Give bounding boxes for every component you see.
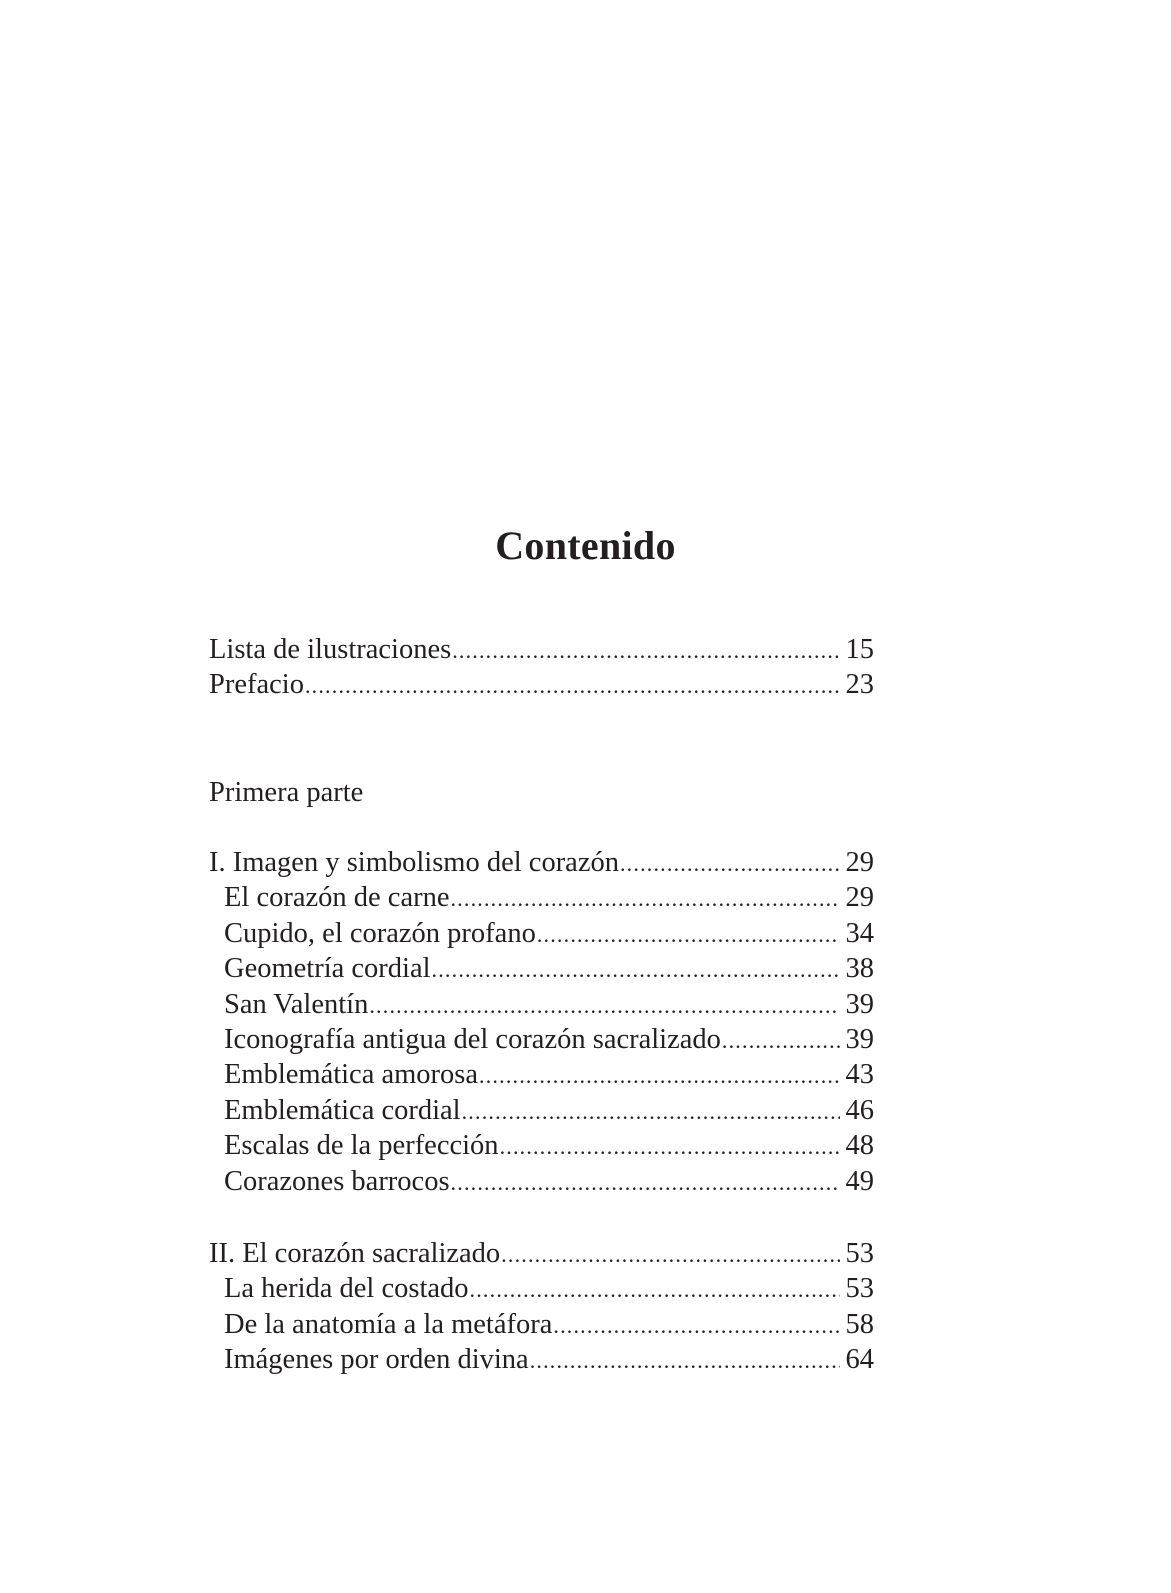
toc-section-entry[interactable] — [209, 1057, 874, 1092]
toc-entry-page: 53 — [845, 1273, 874, 1305]
toc-entry-page: 64 — [845, 1344, 874, 1376]
toc-section-entry[interactable] — [209, 916, 874, 951]
toc-entry-page: 39 — [845, 988, 874, 1020]
toc-entry-page: 34 — [845, 917, 874, 949]
toc-entry[interactable] — [209, 667, 874, 702]
toc-chapter-entry[interactable] — [209, 1236, 874, 1271]
dot-leader — [305, 668, 840, 703]
toc-section-entry[interactable] — [209, 1271, 874, 1306]
toc-section-entry[interactable] — [209, 880, 874, 915]
toc-entry-label: Prefacio — [209, 669, 304, 701]
dot-leader — [462, 1094, 840, 1129]
toc-entry-page: 53 — [845, 1238, 874, 1269]
toc-chapter-1 — [209, 845, 874, 1199]
part-heading: Primera parte — [209, 777, 364, 808]
toc-entry-page: 58 — [845, 1308, 874, 1340]
toc-chapter-2 — [209, 1236, 874, 1378]
toc-entry-label: Imágenes por orden divina — [224, 1344, 529, 1376]
toc-chapter-entry[interactable] — [209, 845, 874, 880]
toc-section-entry[interactable] — [209, 1128, 874, 1163]
toc-entry-page: 38 — [845, 953, 874, 985]
toc-section-entry[interactable] — [209, 1342, 874, 1377]
dot-leader — [530, 1343, 840, 1378]
toc-entry-page: 49 — [845, 1165, 874, 1197]
toc-entry-label: Lista de ilustraciones — [209, 634, 452, 665]
toc-section-entry[interactable] — [209, 987, 874, 1022]
dot-leader — [620, 846, 840, 881]
toc-section-entry[interactable] — [209, 951, 874, 986]
toc-entry[interactable] — [209, 632, 874, 667]
toc-entry-label: San Valentín — [224, 988, 369, 1020]
toc-entry-page: 23 — [845, 669, 874, 701]
toc-entry-page: 29 — [845, 882, 874, 914]
dot-leader — [722, 1023, 840, 1058]
toc-entry-label: Geometría cordial — [224, 953, 431, 985]
toc-entry-label: Escalas de la perfección — [224, 1130, 499, 1162]
toc-entry-label: II. El corazón sacralizado — [209, 1238, 501, 1269]
dot-leader — [450, 881, 840, 916]
toc-entry-page: 29 — [845, 847, 874, 878]
toc-entry-label: Cupido, el corazón profano — [224, 917, 536, 949]
toc-section-entry[interactable] — [209, 1307, 874, 1342]
toc-entry-label: I. Imagen y simbolismo del corazón — [209, 847, 619, 878]
dot-leader — [452, 633, 840, 668]
dot-leader — [470, 1272, 840, 1307]
dot-leader — [501, 1237, 840, 1272]
dot-leader — [479, 1058, 840, 1093]
toc-entry-label: Emblemática amorosa — [224, 1059, 479, 1091]
toc-entry-page: 48 — [845, 1130, 874, 1162]
toc-section-entry[interactable] — [209, 1022, 874, 1057]
toc-entry-page: 39 — [845, 1023, 874, 1055]
toc-front-matter — [209, 632, 874, 703]
toc-section-entry[interactable] — [209, 1093, 874, 1128]
toc-entry-page: 43 — [845, 1059, 874, 1091]
dot-leader — [432, 952, 840, 987]
dot-leader — [553, 1308, 840, 1343]
dot-leader — [500, 1129, 840, 1164]
toc-entry-page: 46 — [845, 1094, 874, 1126]
toc-entry-label: Iconografía antigua del corazón sacralizado — [224, 1023, 721, 1055]
dot-leader — [537, 917, 840, 952]
dot-leader — [451, 1165, 840, 1200]
toc-section-entry[interactable] — [209, 1164, 874, 1199]
toc-entry-page: 15 — [845, 634, 874, 665]
toc-entry-label: El corazón de carne — [224, 882, 450, 914]
toc-entry-label: La herida del costado — [224, 1273, 469, 1305]
toc-entry-label: Emblemática cordial — [224, 1094, 461, 1126]
dot-leader — [369, 988, 840, 1023]
toc-entry-label: Corazones barrocos — [224, 1165, 450, 1197]
page-title: Contenido — [495, 523, 676, 568]
toc-entry-label: De la anatomía a la metáfora — [224, 1308, 553, 1340]
